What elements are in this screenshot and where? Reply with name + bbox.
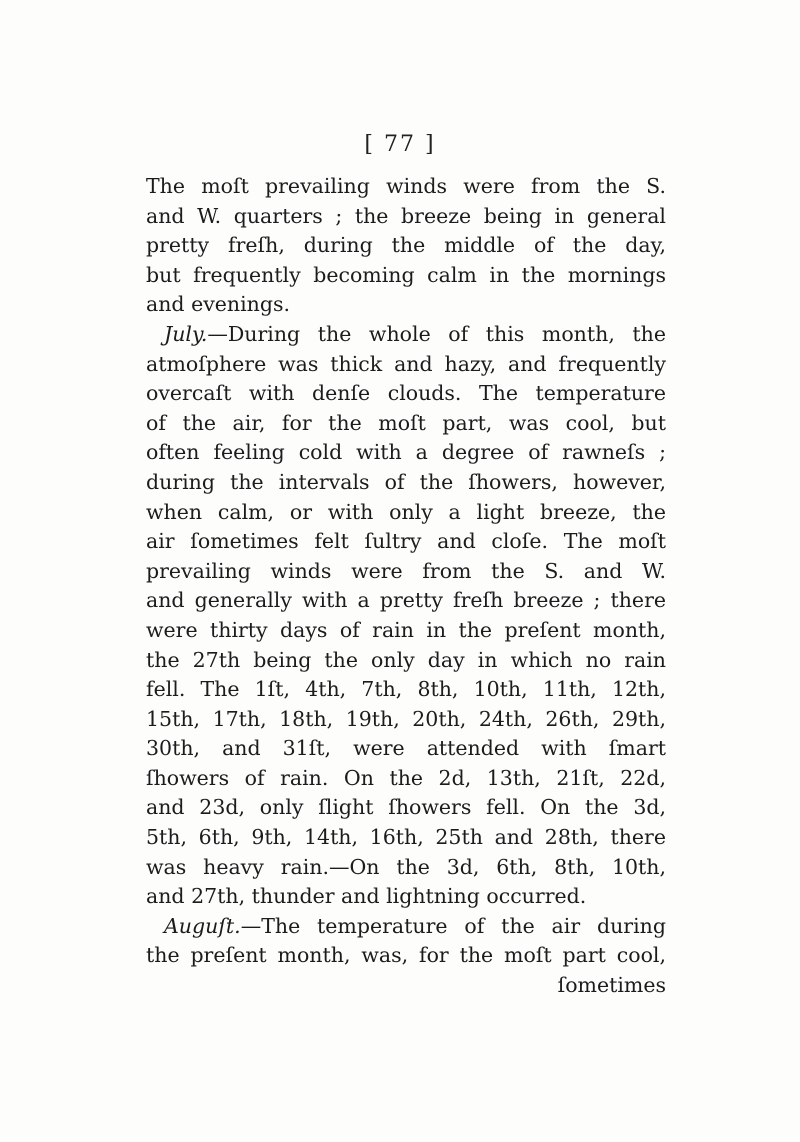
- text-line: atmoſphere was thick and hazy, and frequently: [146, 351, 666, 376]
- body-text: [146, 172, 666, 1001]
- month-heading-july: July.: [164, 321, 208, 346]
- text-line: the preſent month, was, for the moſt part cool,: [146, 943, 666, 968]
- text-line: the 27th being the only day in which no rain: [146, 647, 666, 672]
- text-line: during the intervals of the ſhowers, however,: [146, 469, 666, 494]
- month-heading-august: Auguſt.: [164, 913, 241, 938]
- text-line: when calm, or with only a light breeze, the: [146, 499, 666, 524]
- text-line: and 27th, thunder and lightning occurred.: [146, 884, 587, 909]
- text-line: but frequently becoming calm in the mornings: [146, 262, 666, 287]
- text-line: and evenings.: [146, 292, 291, 317]
- text-line: was heavy rain.—On the 3d, 6th, 8th, 10th,: [146, 854, 666, 879]
- catchword: ſometimes: [557, 973, 666, 998]
- page-number: [ 77 ]: [364, 132, 436, 157]
- text-line: overcaſt with denſe clouds. The temperature: [146, 381, 666, 406]
- text-line: The moſt prevailing winds were from the S.: [146, 174, 666, 198]
- text-line: were thirty days of rain in the preſent month,: [146, 617, 666, 642]
- text-line-july-rest: —During the whole of this month, the: [207, 321, 666, 346]
- text-line-july: [146, 320, 666, 350]
- text-line-august-rest: —The temperature of the air during: [240, 913, 666, 938]
- text-line: prevailing winds were from the S. and W.: [146, 558, 666, 583]
- text-line: pretty freſh, during the middle of the day,: [146, 233, 666, 258]
- text-line: 5th, 6th, 9th, 14th, 16th, 25th and 28th, there: [146, 825, 666, 850]
- text-line: often feeling cold with a degree of rawneſs ;: [146, 440, 666, 465]
- text-line: of the air, for the moſt part, was cool, but: [146, 410, 666, 435]
- text-line: ſhowers of rain. On the 2d, 13th, 21ſt, 22d,: [146, 765, 666, 790]
- text-line: and W. quarters ; the breeze being in general: [146, 203, 666, 228]
- text-line: and 23d, only ſlight ſhowers fell. On the 3d,: [146, 795, 666, 820]
- text-line: fell. The 1ſt, 4th, 7th, 8th, 10th, 11th, 12th,: [146, 677, 666, 702]
- text-line-august: [146, 912, 666, 942]
- text-line: 30th, and 31ſt, were attended with ſmart: [146, 736, 666, 761]
- text-line: 15th, 17th, 18th, 19th, 20th, 24th, 26th, 29th,: [146, 706, 666, 731]
- text-line: and generally with a pretty freſh breeze ; there: [146, 588, 666, 613]
- text-line: air ſometimes felt ſultry and cloſe. The moſt: [146, 529, 666, 554]
